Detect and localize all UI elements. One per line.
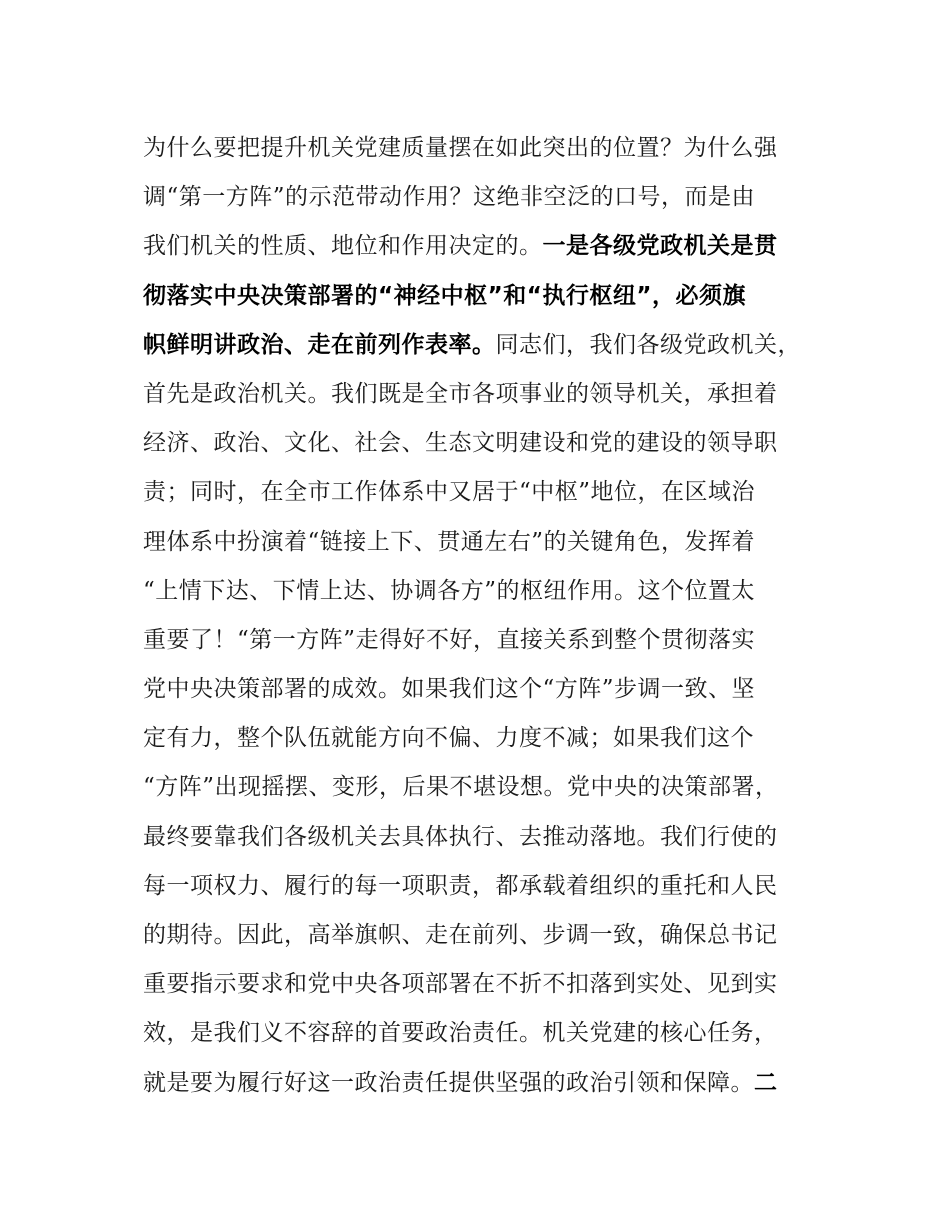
text-line	[143, 468, 823, 517]
text-line	[143, 518, 823, 567]
text-line	[143, 960, 823, 1009]
text-segment: 定有力，整个队伍就能方向不偏、力度不减；如果我们这个	[143, 725, 754, 752]
text-line	[143, 222, 823, 271]
text-segment: 每一项权力、履行的每一项职责，都承载着组织的重托和人民	[143, 872, 778, 899]
text-segment: 调“第一方阵”的示范带动作用？这绝非空泛的口号，而是由	[143, 184, 756, 211]
text-segment: 经济、政治、文化、社会、生态文明建设和党的建设的领导职	[143, 430, 778, 457]
text-segment: 最终要靠我们各级机关去具体执行、去推动落地。我们行使的	[143, 823, 778, 850]
text-line	[143, 370, 823, 419]
text-line	[143, 616, 823, 665]
text-line	[143, 321, 823, 370]
text-line	[143, 173, 823, 222]
text-segment: 我们机关的性质、地位和作用决定的。	[143, 233, 543, 260]
text-segment: 就是要为履行好这一政治责任提供坚强的政治引领和保障。	[143, 1069, 754, 1096]
text-line	[143, 419, 823, 468]
text-segment: 重要了！“第一方阵”走得好不好，直接关系到整个贯彻落实	[143, 626, 756, 653]
text-line	[143, 567, 823, 616]
text-segment: 理体系中扮演着“链接上下、贯通左右”的关键角色，发挥着	[143, 528, 756, 555]
text-segment: 重要指示要求和党中央各项部署在不折不扣落到实处、见到实	[143, 971, 778, 998]
bold-text-segment: 彻落实中央决策部署的“神经中枢”和“执行枢纽”，必须旗	[143, 282, 746, 309]
text-line	[143, 1009, 823, 1058]
text-line	[143, 911, 823, 960]
bold-text-segment: 帜鲜明讲政治、走在前列作表率。	[143, 331, 496, 358]
text-line	[143, 862, 823, 911]
text-segment: 责；同时，在全市工作体系中又居于“中枢”地位，在区域治	[143, 479, 756, 506]
text-segment: “方阵”出现摇摆、变形，后果不堪设想。党中央的决策部署，	[143, 774, 779, 801]
body-paragraph	[143, 124, 823, 1108]
text-line	[143, 763, 823, 812]
text-segment: 效，是我们义不容辞的首要政治责任。机关党建的核心任务，	[143, 1020, 778, 1047]
text-line	[143, 1059, 823, 1108]
text-line	[143, 665, 823, 714]
text-segment: 党中央决策部署的成效。如果我们这个“方阵”步调一致、坚	[143, 676, 756, 703]
text-segment: 的期待。因此，高举旗帜、走在前列、步调一致，确保总书记	[143, 922, 778, 948]
text-line	[143, 124, 823, 173]
text-segment: 首先是政治机关。我们既是全市各项事业的领导机关，承担着	[143, 380, 778, 407]
text-segment: “上情下达、下情上达、协调各方”的枢纽作用。这个位置太	[143, 577, 756, 604]
text-line	[143, 272, 823, 321]
bold-text-segment: 二	[754, 1069, 778, 1096]
bold-text-segment: 一是各级党政机关是贯	[542, 233, 778, 260]
text-line	[143, 714, 823, 763]
text-segment: 为什么要把提升机关党建质量摆在如此突出的位置？为什么强	[143, 135, 778, 161]
text-segment: 同志们，我们各级党政机关，	[495, 331, 801, 358]
text-line	[143, 813, 823, 862]
